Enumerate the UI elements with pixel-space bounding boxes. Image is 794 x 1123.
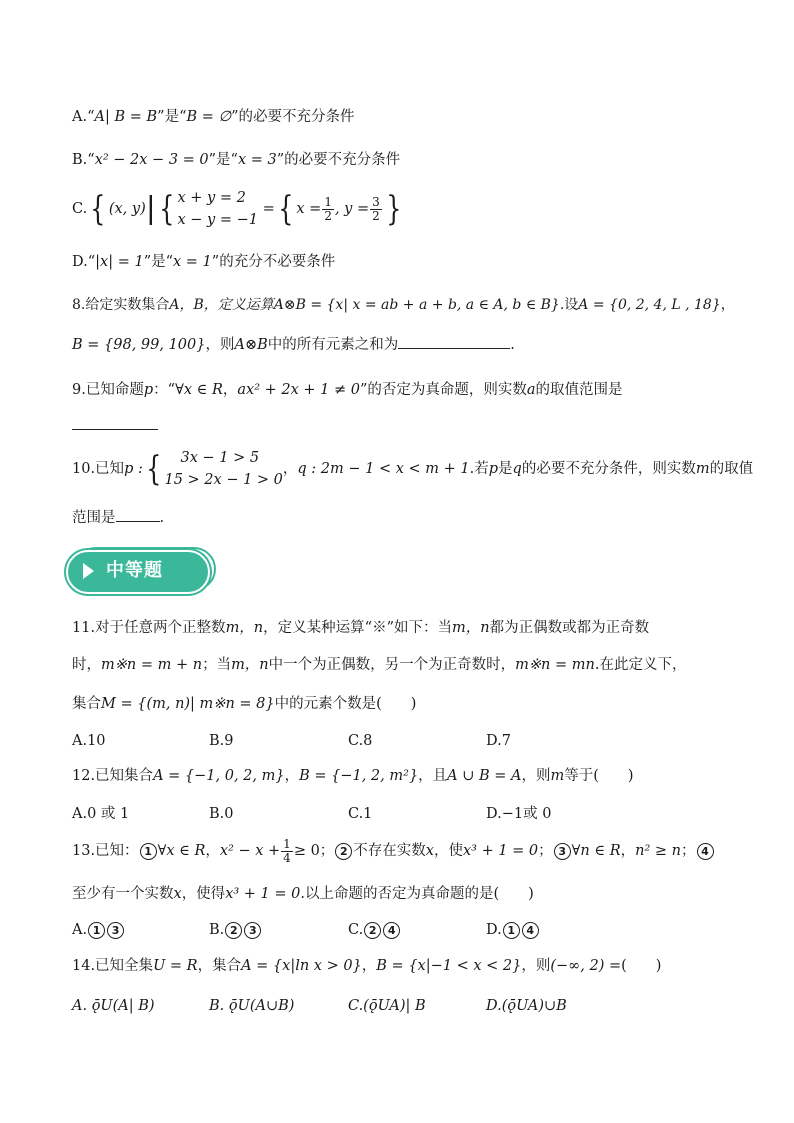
q13-s2: 不存在实数 [353, 843, 426, 859]
q10-m: m [695, 461, 710, 477]
q11-text-a: 11.对于任意两个正整数 [72, 620, 226, 636]
q12-option-d[interactable]: D.−1或 0 [486, 806, 552, 822]
q10-p2: p [488, 461, 499, 477]
q9-p: p [143, 382, 154, 398]
option-c-y: , y = [334, 201, 370, 217]
q13-fraction [281, 838, 293, 865]
option-c-x-num: 1 [324, 194, 332, 209]
q13-s2m: x³ + 1 = 0 [462, 843, 539, 859]
q13-option-d[interactable] [486, 920, 540, 940]
q11-option-b[interactable]: B.9 [209, 733, 234, 749]
question-11-line1 [72, 618, 649, 638]
question-8-line2 [72, 335, 515, 355]
question-14-line1 [72, 956, 661, 976]
q11-math1: m※n = m + n [101, 657, 203, 673]
q12-option-a[interactable]: A.0 或 1 [72, 806, 130, 822]
q9-math2: ax² + 2x + 1 ≠ 0 [237, 382, 360, 398]
q12-math3: A ∪ B = A [447, 768, 522, 784]
q14-sep: ， [361, 958, 377, 974]
q10-number: 10.已知 [72, 461, 125, 477]
q13-s2b: ，使 [433, 843, 463, 859]
q12-option-b[interactable]: B.0 [209, 806, 234, 822]
circled-1-icon: 1 [88, 922, 105, 939]
q12-text-d: ，则 [521, 768, 551, 784]
q13-option-b[interactable] [209, 920, 262, 940]
circled-2-icon: 2 [335, 843, 352, 860]
q11-mn2: m，n [451, 620, 490, 636]
option-d-mid: ”是“ [143, 254, 174, 270]
question-11-line2 [72, 655, 686, 675]
q14-text-e: ( ) [621, 958, 662, 974]
q13-f-num: 1 [283, 836, 291, 851]
q13-f-den: 4 [283, 850, 291, 865]
question-9-line2 [72, 416, 158, 436]
q10-text-d: 是 [498, 461, 513, 477]
circled-4-icon: 4 [383, 922, 400, 939]
q8-text-d: ， [720, 297, 735, 313]
q10-answer-blank[interactable] [116, 509, 160, 522]
question-10-line1: 10.已知p :{ 3x − 1 > 5 15 > 2x − 1 > 0 ，q : 2m − 1 < x < m + 1.若p是q的必要不充分条件，则实数m的取值 [72, 449, 754, 489]
q12-text-e: 等于( ) [564, 768, 634, 784]
q14-math4: (−∞, 2) = [550, 958, 622, 974]
q11-text-b: ，定义某种运算“※”如下：当 [263, 620, 452, 636]
q9-text-b: ：“ [153, 382, 176, 398]
q8-end: . [510, 337, 515, 353]
q9-number: 9.已知命题 [72, 382, 144, 398]
option-b-row [72, 150, 400, 170]
q11-math3: M = {(m, n)| m※n = 8} [101, 696, 275, 712]
option-a-math: A| B = B [94, 109, 158, 125]
circled-3-icon: 3 [244, 922, 261, 939]
q14-option-d[interactable]: D.(ǭUA)∪B [486, 998, 567, 1014]
option-c-y-fraction [370, 196, 382, 223]
option-b-math: x² − 2x − 3 = 0 [94, 152, 209, 168]
q13-line2-c: .以上命题的否定为真命题的是( ) [300, 886, 534, 902]
q8-math2: A = {0, 2, 4, L , 18} [578, 297, 721, 313]
q9-text-c: ”的否定为真命题，则实数 [359, 382, 527, 398]
q14-math3: B = {x|−1 < x < 2} [376, 958, 522, 974]
option-b-label: B.“ [72, 152, 95, 168]
option-d-label: D.“ [72, 254, 96, 270]
q13-s1: ∀x ∈ R [157, 843, 206, 859]
option-c-y-num: 3 [372, 194, 380, 209]
q11-option-a[interactable]: A.10 [72, 733, 106, 749]
q13-s3c: ； [681, 843, 696, 859]
option-c-set-left: (x, y) [108, 201, 146, 217]
q14-option-a[interactable]: A. ǭU(A| B) [72, 998, 155, 1014]
q10-text-e: 的必要不充分条件，则实数 [521, 461, 696, 477]
option-d-math: |x| = 1 [95, 254, 144, 270]
q12-option-c[interactable]: C.1 [348, 806, 373, 822]
q11-option-c[interactable]: C.8 [348, 733, 373, 749]
q10-sys1: 3x − 1 > 5 [180, 450, 260, 466]
q13-option-c[interactable] [348, 920, 401, 940]
q9-answer-blank[interactable] [72, 417, 158, 430]
option-a-label: A.“ [72, 109, 95, 125]
q14-option-b[interactable]: B. ǭU(A∪B) [209, 998, 295, 1014]
option-a-tail: ”的必要不充分条件 [231, 109, 355, 125]
question-13-line1 [72, 836, 715, 866]
q9-math1: ∀x ∈ R [175, 382, 223, 398]
q14-text-b: ，集合 [197, 958, 242, 974]
option-c-eq: = [262, 201, 275, 217]
q10-q2: q [512, 461, 522, 477]
q12-math1: A = {−1, 0, 2, m} [153, 768, 285, 784]
circled-3-icon: 3 [554, 843, 571, 860]
q11-line2-d: .在此定义下， [594, 657, 687, 673]
q13-option-a[interactable] [72, 920, 125, 940]
option-d-math2: x = 1 [173, 254, 212, 270]
q8-op: A⊗B [234, 337, 268, 353]
q8-answer-blank[interactable] [398, 336, 510, 349]
q12-sep1: ， [284, 768, 300, 784]
q10-system [164, 447, 282, 491]
question-12-line1 [72, 766, 634, 786]
q13-s1b: ， [205, 843, 220, 859]
q14-math2: A = {x|ln x > 0} [241, 958, 362, 974]
circled-4-icon: 4 [522, 922, 539, 939]
q14-text-a: 14.已知全集 [72, 958, 154, 974]
q12-text-c: ，且 [418, 768, 448, 784]
q11-text-c: 都为正偶数或都为正奇数 [489, 620, 650, 636]
question-9-line1 [72, 380, 623, 400]
circled-1-icon: 1 [140, 843, 157, 860]
circled-3-icon: 3 [107, 922, 124, 939]
option-c-x-den: 2 [324, 208, 332, 223]
question-11-line3 [72, 694, 416, 714]
q8-math: A⊗B = {x| x = ab + a + b, a ∈ A, b ∈ B} [273, 297, 560, 313]
q8-text-then: ，则 [205, 337, 235, 353]
option-a-mid: ”是“ [157, 109, 187, 125]
q10-end: . [159, 510, 165, 526]
q14-option-c[interactable]: C.(ǭUA)| B [348, 998, 426, 1014]
q11-mn: m，n [225, 620, 264, 636]
option-c-sys2: x − y = −1 [177, 212, 258, 228]
q13-s1c: x² − x + [219, 843, 281, 859]
option-c-label: C. [72, 201, 88, 217]
q13-line2-a: 至少有一个实数 [72, 886, 174, 902]
q10-text-c: .若 [469, 461, 489, 477]
section-badge-medium [66, 550, 212, 594]
q10-sys2: 15 > 2x − 1 > 0 [164, 472, 283, 488]
option-b-tail: ”的必要不充分条件 [276, 152, 401, 168]
option-b-mid: ”是“ [208, 152, 238, 168]
badge-label: 中等题 [106, 560, 163, 581]
option-c-system [177, 187, 257, 231]
q12-m: m [550, 768, 565, 784]
q11-line2-c: 中一个为正偶数，另一个为正奇数时， [268, 657, 516, 673]
q9-var: a [526, 382, 536, 398]
q13-s2x: x [425, 843, 434, 859]
q10-sep: ， [282, 461, 298, 477]
play-icon [83, 563, 94, 579]
q9-sep: ， [222, 382, 238, 398]
circled-2-icon: 2 [225, 922, 242, 939]
q11-line2-b: ；当 [202, 657, 232, 673]
option-a-row [72, 107, 355, 127]
q13-opt-a-label: A. [72, 922, 88, 938]
q10-line2: 范围是 [72, 510, 116, 526]
q13-s1d: ≥ 0； [293, 843, 335, 859]
q8-text-c: .设 [559, 297, 579, 313]
q13-s2c: ； [538, 843, 553, 859]
q11-math2: m※n = mn [515, 657, 595, 673]
option-d-row [72, 252, 335, 272]
q13-s3m: n² ≥ n [635, 843, 681, 859]
q12-text-a: 12.已知集合 [72, 768, 154, 784]
option-b-math2: x = 3 [237, 152, 277, 168]
q9-text-d: 的取值范围是 [535, 382, 623, 398]
q14-math1: U = R [153, 958, 198, 974]
q13-s3: ∀n ∈ R [571, 843, 621, 859]
q10-text-f: 的取值 [709, 461, 754, 477]
q13-s3b: ， [620, 843, 636, 859]
option-c-row: C.{ (x, y)|{ x + y = 2 x − y = −1 ={ x = $\frac{1}{2}$ , y = $\frac{3}{2}$ } [72, 189, 402, 229]
q8-text-sum: 中的所有元素之和为 [267, 337, 399, 353]
question-8-line1 [72, 295, 735, 315]
q10-q: q : 2m − 1 < x < m + 1 [297, 461, 470, 477]
option-c-x: x = [296, 201, 322, 217]
q13-l2m: x³ + 1 = 0 [225, 886, 301, 902]
q11-option-d[interactable]: D.7 [486, 733, 511, 749]
circled-2-icon: 2 [364, 922, 381, 939]
q10-p: p : [124, 461, 143, 477]
q13-line2-b: ，使得 [181, 886, 226, 902]
q11-line2-a: 时， [72, 657, 101, 673]
q8-set-b: B = {98, 99, 100} [72, 337, 206, 353]
option-c-y-den: 2 [372, 208, 380, 223]
circled-4-icon: 4 [697, 843, 714, 860]
option-d-tail: ”的充分不必要条件 [211, 254, 336, 270]
q11-line3-b: 中的元素个数是( ) [274, 696, 417, 712]
q11-mn3: m，n [231, 657, 269, 673]
option-c-sys1: x + y = 2 [177, 190, 246, 206]
q13-opt-c-label: C. [348, 922, 364, 938]
question-10-line2 [72, 508, 164, 528]
q11-line3-a: 集合 [72, 696, 101, 712]
q8-text-b: A，B，定义运算 [169, 297, 274, 313]
q14-text-d: ，则 [521, 958, 551, 974]
q13-opt-b-label: B. [209, 922, 225, 938]
circled-1-icon: 1 [503, 922, 520, 939]
q12-math2: B = {−1, 2, m²} [299, 768, 419, 784]
q13-text-a: 13.已知： [72, 843, 139, 859]
question-13-line2 [72, 884, 534, 904]
option-c-x-fraction [322, 196, 334, 223]
option-a-math2: B = ∅ [186, 109, 232, 125]
q13-opt-d-label: D. [486, 922, 502, 938]
q8-number: 8.给定实数集合 [72, 297, 170, 313]
q13-l2x: x [173, 886, 182, 902]
